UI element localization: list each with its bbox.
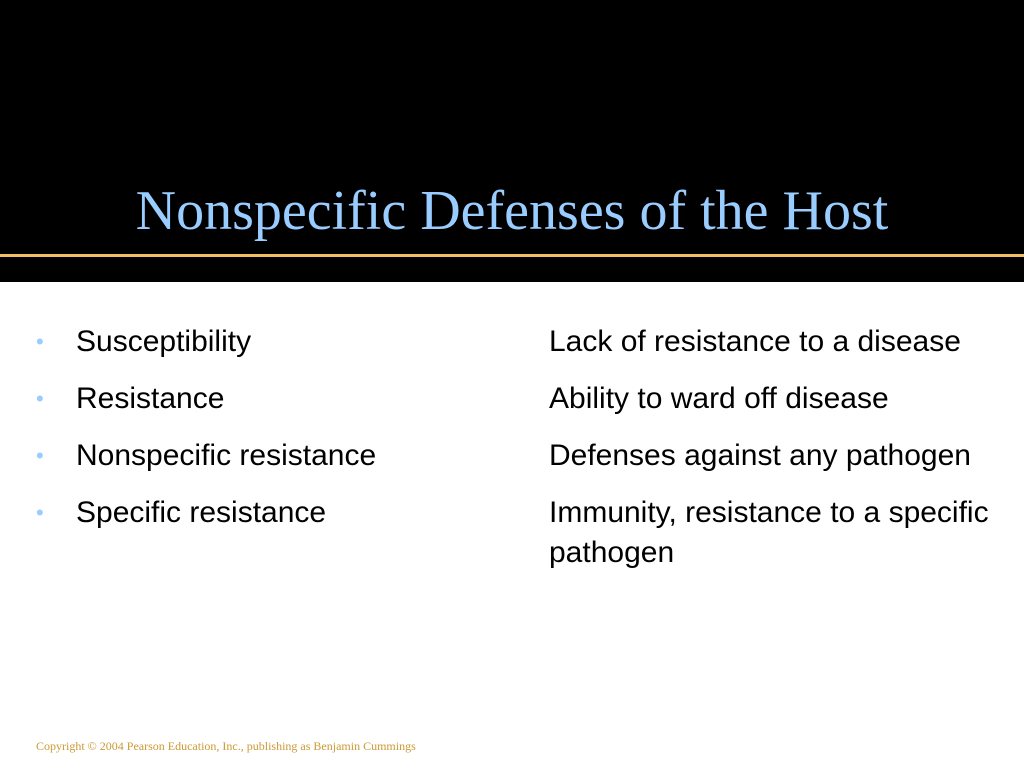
bullet-icon: • [36, 386, 44, 411]
copyright-footer: Copyright © 2004 Pearson Education, Inc., publishing as Benjamin Cummings [36, 739, 416, 753]
list-item [0, 436, 1024, 476]
term-definition: Lack of resistance to a disease [549, 325, 961, 358]
bullet-icon: • [36, 443, 44, 468]
term-label: Specific resistance [76, 496, 327, 529]
list-item [0, 322, 1024, 362]
slide-title: Nonspecific Defenses of the Host [135, 180, 889, 242]
term-definition: Ability to ward off disease [549, 382, 889, 415]
title-banner [0, 0, 1024, 282]
list-item [0, 379, 1024, 419]
term-definition: Immunity, resistance to a specific pathogen [549, 496, 989, 569]
bullet-icon: • [36, 500, 44, 525]
term-label: Resistance [76, 382, 225, 415]
term-definition: Defenses against any pathogen [549, 439, 971, 472]
bullet-icon: • [36, 329, 44, 354]
term-label: Nonspecific resistance [76, 439, 377, 472]
title-divider [0, 254, 1024, 257]
term-label: Susceptibility [76, 325, 252, 358]
list-item [0, 493, 1024, 573]
term-definition-list [0, 322, 1024, 573]
